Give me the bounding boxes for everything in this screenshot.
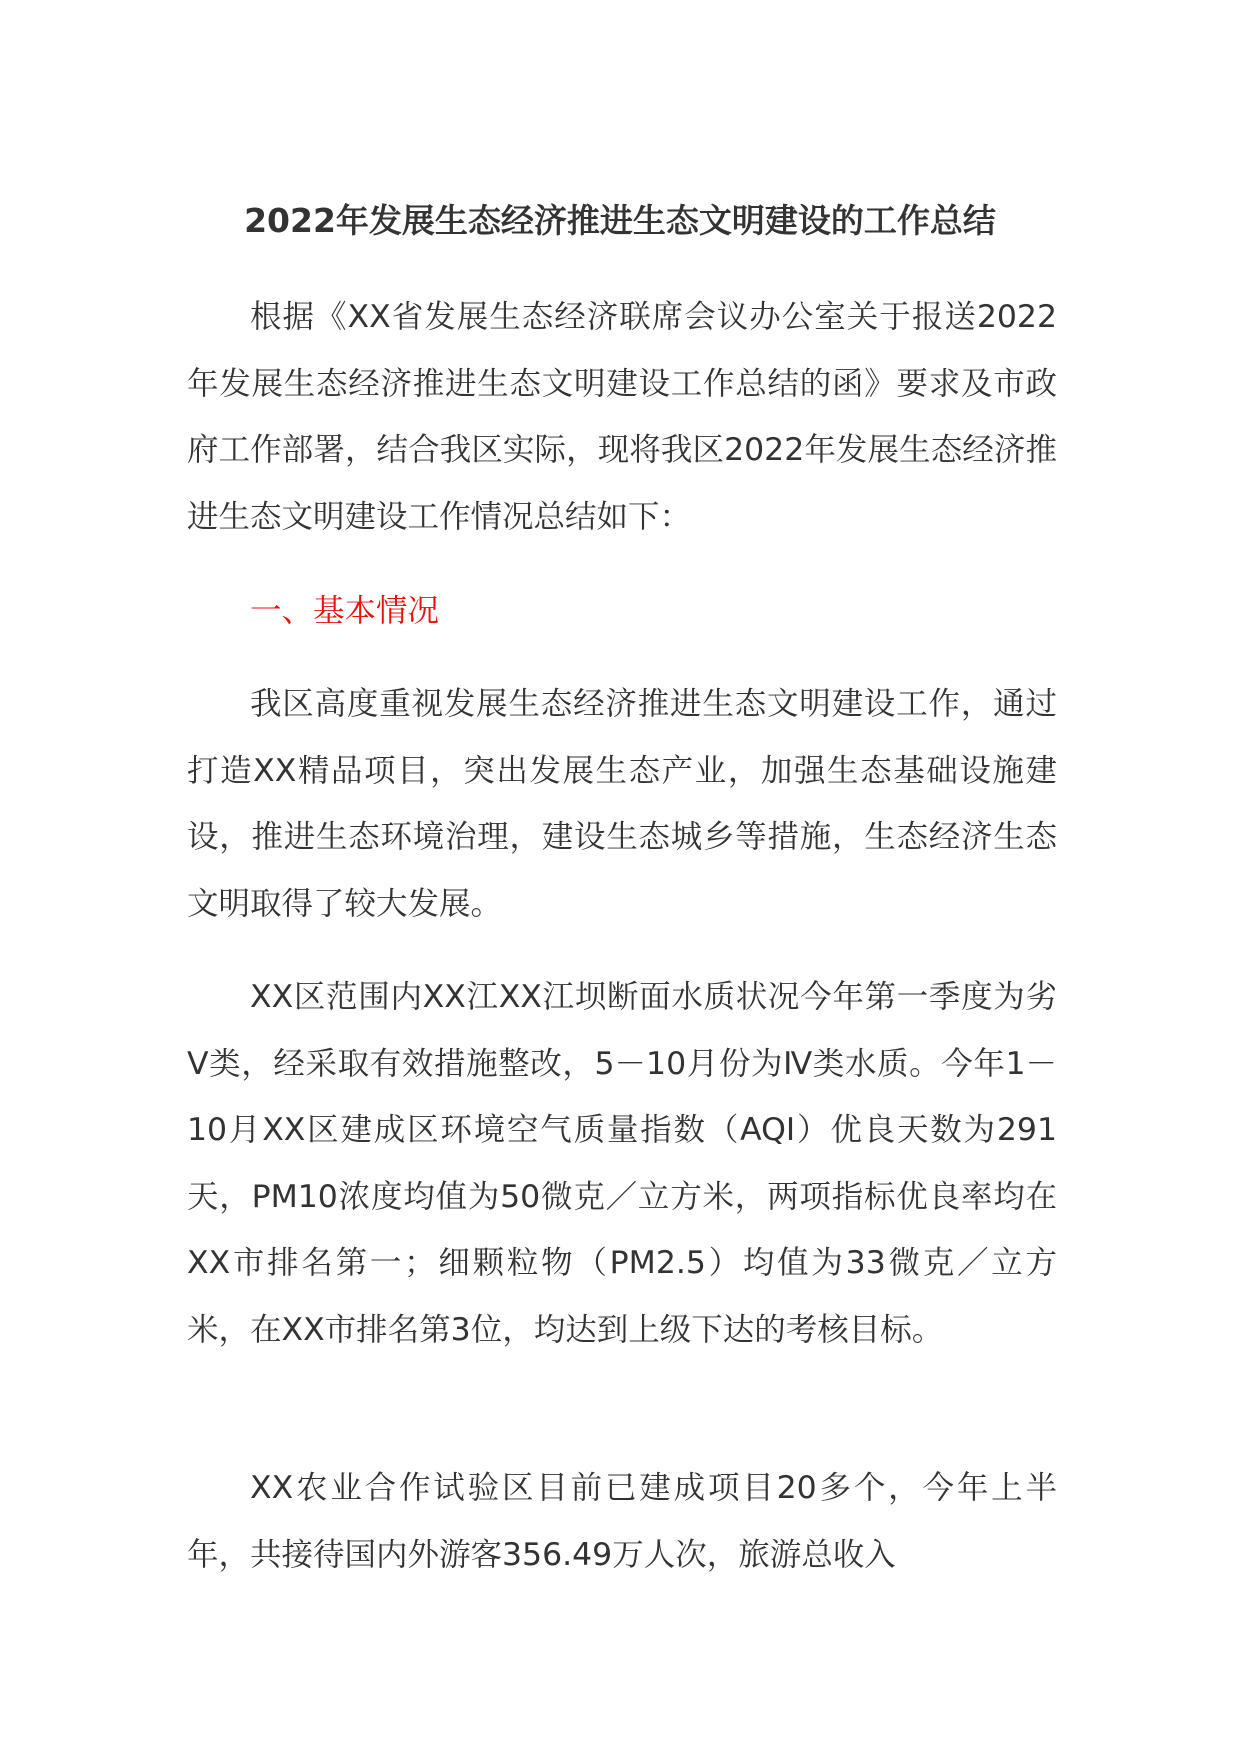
intro-paragraph: 根据《XX省发展生态经济联席会议办公室关于报送2022年发展生态经济推进生态文明建设工作总结的函》要求及市政府工作部署，结合我区实际，现将我区2022年发展生态经济推进生态文明建设工作情况总结如下： xyxy=(187,299,1057,535)
paragraph-agriculture-zone: XX农业合作试验区目前已建成项目20多个，今年上半年，共接待国内外游客356.49万人次，旅游总收入 xyxy=(187,1470,1057,1573)
section-heading-basic-situation: 一、基本情况 xyxy=(250,593,440,629)
paragraph-overview: 我区高度重视发展生态经济推进生态文明建设工作，通过打造XX精品项目，突出发展生态产业，加强生态基础设施建设，推进生态环境治理，建设生态城乡等措施，生态经济生态文明取得了较大发展。 xyxy=(187,686,1057,922)
document-title: 2022年发展生态经济推进生态文明建设的工作总结 xyxy=(244,201,996,240)
paragraph-environment-quality: XX区范围内XX江XX江坝断面水质状况今年第一季度为劣Ⅴ类，经采取有效措施整改，5－10月份为Ⅳ类水质。今年1－10月XX区建成区环境空气质量指数（AQI）优良天数为291天，PM10浓度均值为50微克／立方米，两项指标优良率均在XX市排名第一；细颗粒物（PM2.5）均值为33微克／立方米，在XX市排名第3位，均达到上级下达的考核目标。 xyxy=(187,979,1057,1348)
